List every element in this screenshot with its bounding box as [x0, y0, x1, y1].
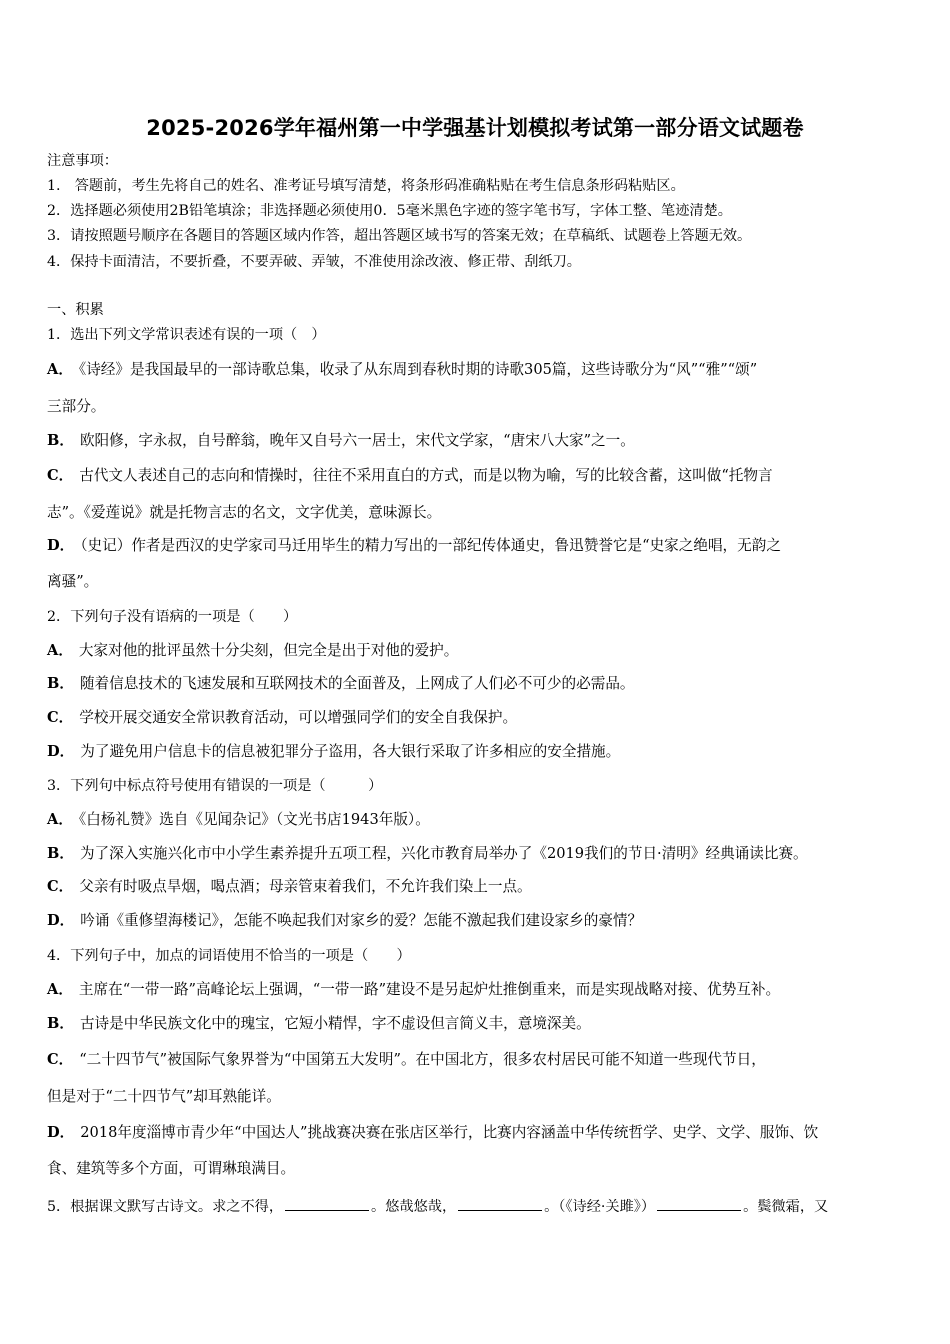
option-label: B．	[47, 1015, 74, 1032]
option-text: 欧阳修，字永叔，自号醉翁，晚年又自号六一居士，宋代文学家，“唐宋八大家”之一。	[79, 432, 635, 449]
q2-option-a	[47, 641, 458, 661]
question-3-stem: 3．下列句中标点符号使用有错误的一项是（ ）	[47, 778, 383, 794]
q1-option-c-cont: 志”。《爱莲说》就是托物言志的名文，文字优美，意味源长。	[47, 504, 442, 521]
question-1-stem: 1．选出下列文学常识表述有误的一项（ ）	[47, 327, 326, 343]
q3-option-a	[47, 810, 430, 830]
question-2-stem: 2．下列句子没有语病的一项是（ ）	[47, 609, 298, 625]
option-text: （史记）作者是西汉的史学家司马迁用毕生的精力写出的一部纪传体通史，鲁迅赞誉它是“史家之绝唱，无韵之	[80, 537, 781, 554]
option-label: D．	[47, 743, 75, 760]
q1-option-d-cont: 离骚”。	[47, 573, 99, 590]
option-text: 吟诵《重修望海楼记》，怎能不唤起我们对家乡的爱？怎能不激起我们建设家乡的豪情？	[80, 912, 643, 929]
option-label: B．	[47, 432, 74, 449]
option-label: D．	[47, 912, 75, 929]
q4-option-c	[47, 1050, 766, 1070]
option-label: A．	[47, 811, 73, 828]
page-title: 2025-2026学年福州第一中学强基计划模拟考试第一部分语文试题卷	[146, 116, 804, 140]
option-label: C．	[47, 878, 74, 895]
question-5-text: 。悠哉悠哉，	[371, 1199, 457, 1215]
question-5-stem: 5．根据课文默写古诗文。求之不得，	[47, 1199, 284, 1215]
answer-blank[interactable]	[657, 1196, 741, 1211]
option-label: C．	[47, 467, 74, 484]
q4-option-c-cont: 但是对于“二十四节气”却耳熟能详。	[47, 1088, 281, 1105]
option-text: 古代文人表述自己的志向和情操时，往往不采用直白的方式，而是以物为喻，写的比较含蓄，这叫做“托物言	[79, 467, 773, 484]
option-label: A．	[47, 361, 73, 378]
option-label: C．	[47, 709, 74, 726]
option-text: 为了避免用户信息卡的信息被犯罪分子盗用，各大银行采取了许多相应的安全措施。	[80, 743, 621, 760]
notes-heading: 注意事项：	[47, 153, 118, 169]
q1-option-a-cont: 三部分。	[47, 398, 106, 415]
option-text: “二十四节气”被国际气象界誉为“中国第五大发明”。在中国北方，很多农村居民可能不知道一些现代节日，	[79, 1051, 766, 1068]
note-item: 3．请按照题号顺序在各题目的答题区域内作答，超出答题区域书写的答案无效；在草稿纸、试题卷上答题无效。	[47, 228, 752, 244]
q3-option-b	[47, 844, 808, 864]
option-text: 父亲有时吸点旱烟，喝点酒；母亲管束着我们，不允许我们染上一点。	[79, 878, 532, 895]
option-label: D．	[47, 537, 75, 554]
note-item: 2．选择题必须使用2B铅笔填涂；非选择题必须使用0．5毫米黑色字迹的签字笔书写，字体工整、笔迹清楚。	[47, 203, 732, 219]
option-text: 《白杨礼赞》选自《见闻杂记》（文光书店1943年版）。	[78, 811, 430, 828]
option-text: 《诗经》是我国最早的一部诗歌总集，收录了从东周到春秋时期的诗歌305篇，这些诗歌分为“风”“雅”“颂”	[78, 361, 758, 378]
question-5	[47, 1196, 828, 1217]
option-label: A．	[47, 981, 73, 998]
option-text: 主席在“一带一路”高峰论坛上强调，“一带一路”建设不是另起炉灶推倒重来，而是实现战略对接、优势互补。	[78, 981, 781, 998]
q2-option-c	[47, 708, 517, 728]
note-item: 4．保持卡面清洁，不要折叠，不要弄破、弄皱，不准使用涂改液、修正带、刮纸刀。	[47, 254, 581, 270]
q2-option-b	[47, 674, 635, 694]
option-label: B．	[47, 675, 74, 692]
option-label: C．	[47, 1051, 74, 1068]
q4-option-a	[47, 980, 780, 1000]
q2-option-d	[47, 742, 620, 762]
q1-option-d	[47, 536, 781, 556]
answer-blank[interactable]	[458, 1196, 542, 1211]
q4-option-b	[47, 1014, 591, 1034]
option-text: 古诗是中华民族文化中的瑰宝，它短小精悍，字不虚设但言简义丰，意境深美。	[79, 1015, 591, 1032]
q4-option-d	[47, 1123, 818, 1143]
q1-option-b	[47, 431, 635, 451]
option-text: 学校开展交通安全常识教育活动，可以增强同学们的安全自我保护。	[79, 709, 518, 726]
option-text: 随着信息技术的飞速发展和互联网技术的全面普及，上网成了人们必不可少的必需品。	[79, 675, 635, 692]
q3-option-d	[47, 911, 642, 931]
q4-option-d-cont: 食、建筑等多个方面，可谓琳琅满目。	[47, 1160, 296, 1177]
answer-blank[interactable]	[285, 1196, 369, 1211]
option-label: B．	[47, 845, 74, 862]
question-4-stem: 4．下列句子中，加点的词语使用不恰当的一项是（ ）	[47, 948, 411, 964]
question-5-text: 。鬓微霜，又	[743, 1199, 829, 1215]
section-heading: 一、积累	[47, 302, 104, 318]
q3-option-c	[47, 877, 532, 897]
q1-option-c	[47, 466, 773, 486]
note-item: 1. 答题前，考生先将自己的姓名、准考证号填写清楚，将条形码准确粘贴在考生信息条形码粘贴区。	[47, 178, 685, 194]
option-text: 大家对他的批评虽然十分尖刻，但完全是出于对他的爱护。	[78, 642, 459, 659]
option-label: A．	[47, 642, 73, 659]
q1-option-a	[47, 360, 757, 380]
option-label: D．	[47, 1124, 75, 1141]
question-5-text: 。（《诗经·关雎》）	[544, 1199, 656, 1215]
option-text: 为了深入实施兴化市中小学生素养提升五项工程，兴化市教育局举办了《2019我们的节日·清明》经典诵读比赛。	[79, 845, 808, 862]
option-text: 2018年度淄博市青少年“中国达人”挑战赛决赛在张店区举行，比赛内容涵盖中华传统哲学、史学、文学、服饰、饮	[80, 1124, 819, 1141]
